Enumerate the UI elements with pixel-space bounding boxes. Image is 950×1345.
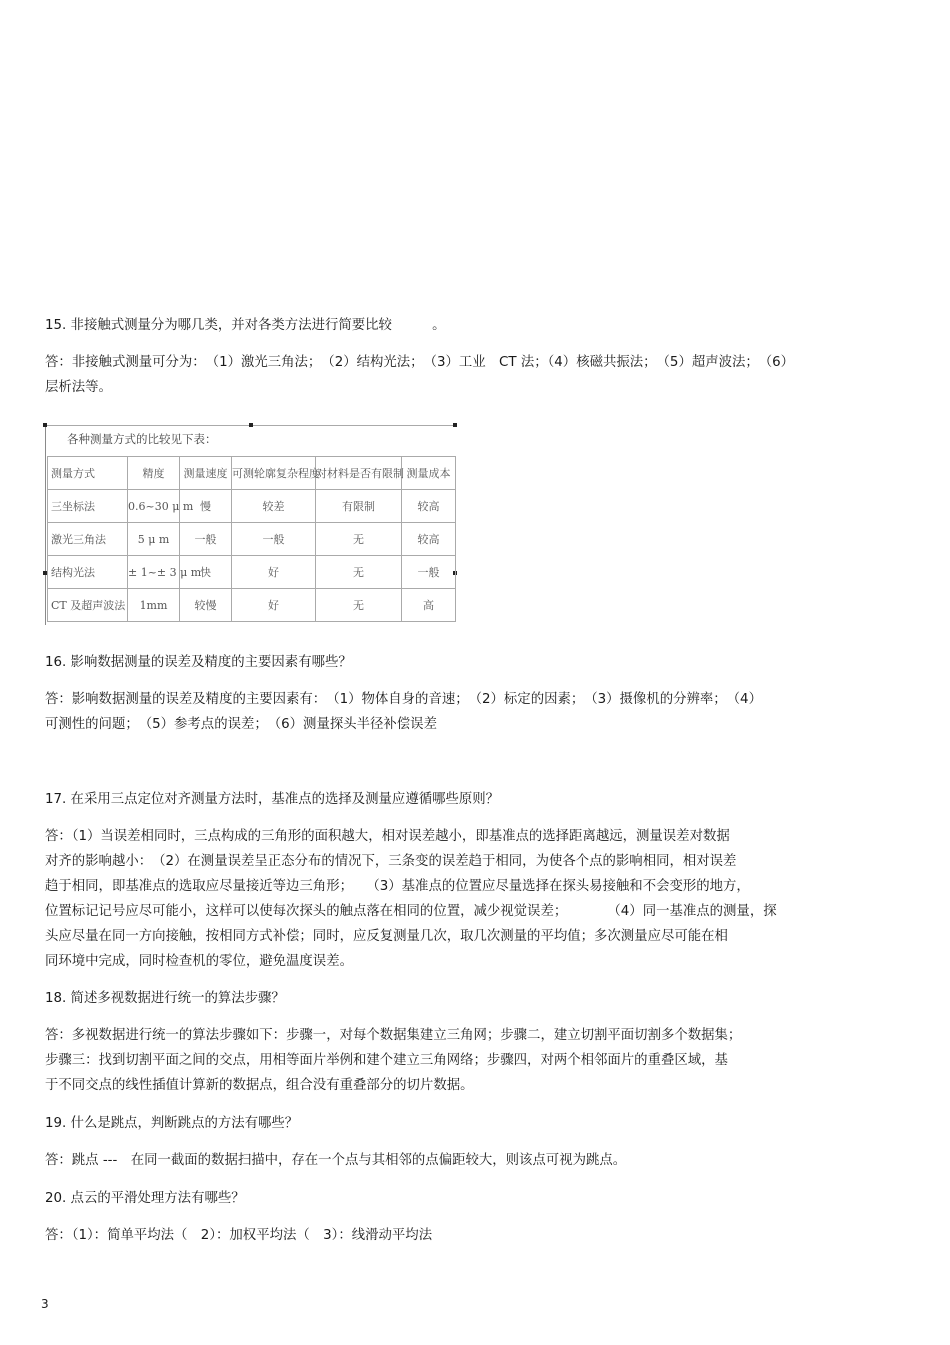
q17-answer-line-1: 答：（1）当误差相同时，三点构成的三角形的面积越大，相对误差越小，即基准点的选择距离越远，测量误差对数据 xyxy=(45,829,730,844)
q17-answer-line-6: 同环境中完成，同时检查机的零位，避免温度误差。 xyxy=(45,954,353,969)
table-cell: 一般 xyxy=(180,523,232,556)
table-row xyxy=(48,490,456,523)
q16-title: 16. 影响数据测量的误差及精度的主要因素有哪些？ xyxy=(45,655,352,670)
table-cell: 0.6~30 μ m xyxy=(128,490,180,523)
table-cell: 较高 xyxy=(402,490,456,523)
q20-answer-line-1: 答：（1）：简单平均法（ 2）：加权平均法（ 3）：线滑动平均法 xyxy=(45,1228,433,1243)
table-header-cell: 测量方式 xyxy=(48,457,128,490)
table-cell: 三坐标法 xyxy=(48,490,128,523)
table-header-cell: 精度 xyxy=(128,457,180,490)
table-caption: 各种测量方式的比较见下表： xyxy=(67,432,217,446)
table-cell: CT 及超声波法 xyxy=(48,589,128,622)
q17-answer-line-2: 对齐的影响越小： （2）在测量误差呈正态分布的情况下，三条变的误差趋于相同，为使各个点的影响相同，相对误差 xyxy=(45,854,737,869)
table-row xyxy=(48,523,456,556)
table-cell: 较慢 xyxy=(180,589,232,622)
q18-answer-line-3: 于不同交点的线性插值计算新的数据点，组合没有重叠部分的切片数据。 xyxy=(45,1078,474,1093)
q20-title: 20. 点云的平滑处理方法有哪些？ xyxy=(45,1191,245,1206)
table-cell: 1mm xyxy=(128,589,180,622)
table-row xyxy=(48,589,456,622)
q16-answer-line-1: 答：影响数据测量的误差及精度的主要因素有： （1）物体自身的音速； （2）标定的因素； （3）摄像机的分辨率； （4） xyxy=(45,692,762,707)
table-cell: 一般 xyxy=(232,523,316,556)
q17-answer-line-4: 位置标记记号应尽可能小，这样可以使每次探头的触点落在相同的位置，减少视觉误差； （4）同一基准点的测量，探 xyxy=(45,904,777,919)
table-cell: 无 xyxy=(316,523,402,556)
q19-answer-line-1: 答：跳点 --- 在同一截面的数据扫描中，存在一个点与其相邻的点偏距较大，则该点可视为跳点。 xyxy=(45,1153,627,1168)
q18-answer-line-1: 答：多视数据进行统一的算法步骤如下：步骤一，对每个数据集建立三角网；步骤二，建立切割平面切割多个数据集； xyxy=(45,1028,742,1043)
q16-answer-line-2: 可测性的问题； （5）参考点的误差； （6）测量探头半径补偿误差 xyxy=(45,717,437,732)
q17-answer-line-5: 头应尽量在同一方向接触，按相同方式补偿；同时，应反复测量几次，取几次测量的平均值；多次测量应尽可能在相 xyxy=(45,929,728,944)
table-cell: ± 1~± 3 μ m xyxy=(128,556,180,589)
table-cell: 无 xyxy=(316,589,402,622)
table-header-cell: 对材料是否有限制 xyxy=(316,457,402,490)
q17-title: 17. 在采用三点定位对齐测量方法时，基准点的选择及测量应遵循哪些原则？ xyxy=(45,792,500,807)
table-cell: 慢 xyxy=(180,490,232,523)
comparison-table xyxy=(47,456,456,622)
table-cell: 有限制 xyxy=(316,490,402,523)
table-header-cell: 测量速度 xyxy=(180,457,232,490)
table-cell: 较差 xyxy=(232,490,316,523)
q19-title: 19. 什么是跳点，判断跳点的方法有哪些？ xyxy=(45,1116,299,1131)
table-header-row xyxy=(48,457,456,490)
table-cell: 好 xyxy=(232,556,316,589)
comparison-table-image xyxy=(45,425,455,625)
q18-answer-line-2: 步骤三：找到切割平面之间的交点，用相等面片举例和建个建立三角网络；步骤四，对两个相邻面片的重叠区域，基 xyxy=(45,1053,728,1068)
table-cell: 快 xyxy=(180,556,232,589)
table-header-cell: 可测轮廓复杂程度 xyxy=(232,457,316,490)
q17-answer-line-3: 趋于相同，即基准点的选取应尽量接近等边三角形； （3）基准点的位置应尽量选择在探头易接触和不会变形的地方， xyxy=(45,879,750,894)
table-cell: 结构光法 xyxy=(48,556,128,589)
q15-answer-line-2: 层析法等。 xyxy=(45,380,112,395)
page-number: 3 xyxy=(41,1297,49,1311)
table-header-cell: 测量成本 xyxy=(402,457,456,490)
table-cell: 5 μ m xyxy=(128,523,180,556)
table-cell: 激光三角法 xyxy=(48,523,128,556)
table-cell: 无 xyxy=(316,556,402,589)
table-cell: 高 xyxy=(402,589,456,622)
table-cell: 一般 xyxy=(402,556,456,589)
table-row xyxy=(48,556,456,589)
table-cell: 较高 xyxy=(402,523,456,556)
q15-answer-line-1: 答：非接触式测量可分为： （1）激光三角法； （2）结构光法； （3）工业 CT 法；（4）核磁共振法； （5）超声波法； （6） xyxy=(45,355,795,370)
q15-title: 15. 非接触式测量分为哪几类，并对各类方法进行简要比较 。 xyxy=(45,318,446,333)
q18-title: 18. 简述多视数据进行统一的算法步骤？ xyxy=(45,991,285,1006)
table-cell: 好 xyxy=(232,589,316,622)
